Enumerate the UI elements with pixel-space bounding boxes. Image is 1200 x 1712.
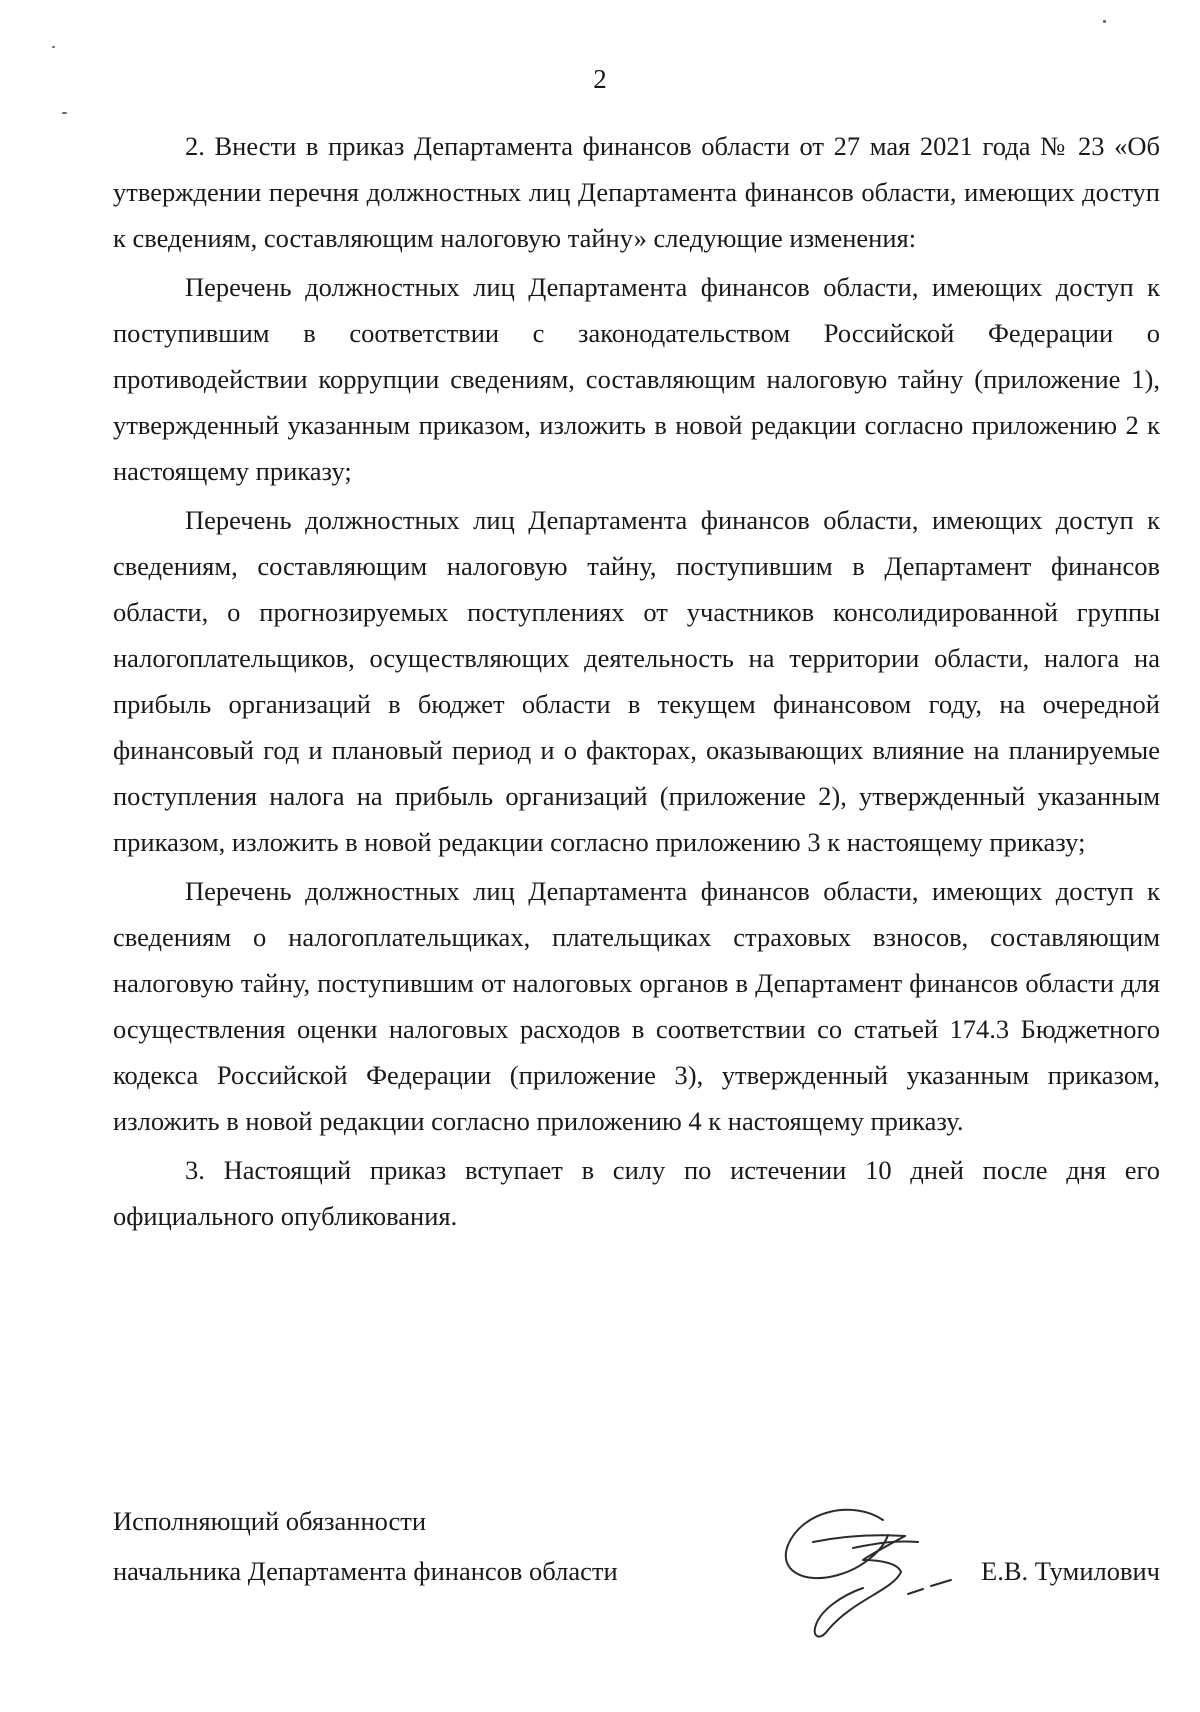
paragraph-effective-date: 3. Настоящий приказ вступает в силу по истечении 10 дней после дня его официального опубликования. <box>113 1155 1160 1231</box>
handwritten-signature <box>733 1490 963 1640</box>
signatory-name: Е.В. Тумилович <box>981 1556 1160 1586</box>
signatory-title-line-1: Исполняющий обязанности <box>113 1506 427 1536</box>
signatory-title-line-2: начальника Департамента финансов области <box>113 1556 618 1586</box>
signature-block <box>113 1498 1160 1658</box>
scan-speck <box>52 46 55 48</box>
page-number: 2 <box>593 64 607 94</box>
paragraph-list-appendix-3: Перечень должностных лиц Департамента финансов области, имеющих доступ к сведениям, составляющим налоговую тайну, поступившим в Департамент финансов области, о прогнозируемых поступлениях от участников консолидированной группы налогоплательщиков, осуществляющих деятельность на территории области, налога на прибыль организаций в бюджет области в текущем финансовом году, на очередной финансовый год и плановый период и о факторах, оказывающих влияние на планируемые поступления налога на прибыль организаций (приложение 2), утвержденный указанным приказом, изложить в новой редакции согласно приложению 3 к настоящему приказу; <box>113 505 1160 857</box>
scan-speck <box>62 112 67 114</box>
paragraph-list-appendix-2: Перечень должностных лиц Департамента финансов области, имеющих доступ к поступившим в соответствии с законодательством Российской Федерации о противодействии коррупции сведениям, составляющим налоговую тайну (приложение 1), утвержденный указанным приказом, изложить в новой редакции согласно приложению 2 к настоящему приказу; <box>113 272 1160 486</box>
paragraph-amendment: 2. Внести в приказ Департамента финансов области от 27 мая 2021 года № 23 «Об утверждении перечня должностных лиц Департамента финансов области, имеющих доступ к сведениям, составляющим налоговую тайну» следующие изменения: <box>113 131 1160 253</box>
paragraph-list-appendix-4: Перечень должностных лиц Департамента финансов области, имеющих доступ к сведениям о налогоплательщиках, плательщиках страховых взносов, составляющим налоговую тайну, поступившим от налоговых органов в Департамент финансов области для осуществления оценки налоговых расходов в соответствии со статьей 174.3 Бюджетного кодекса Российской Федерации (приложение 3), утвержденный указанным приказом, изложить в новой редакции согласно приложению 4 к настоящему приказу. <box>113 876 1160 1136</box>
scan-speck <box>1103 20 1106 23</box>
document-body <box>113 123 1160 1242</box>
